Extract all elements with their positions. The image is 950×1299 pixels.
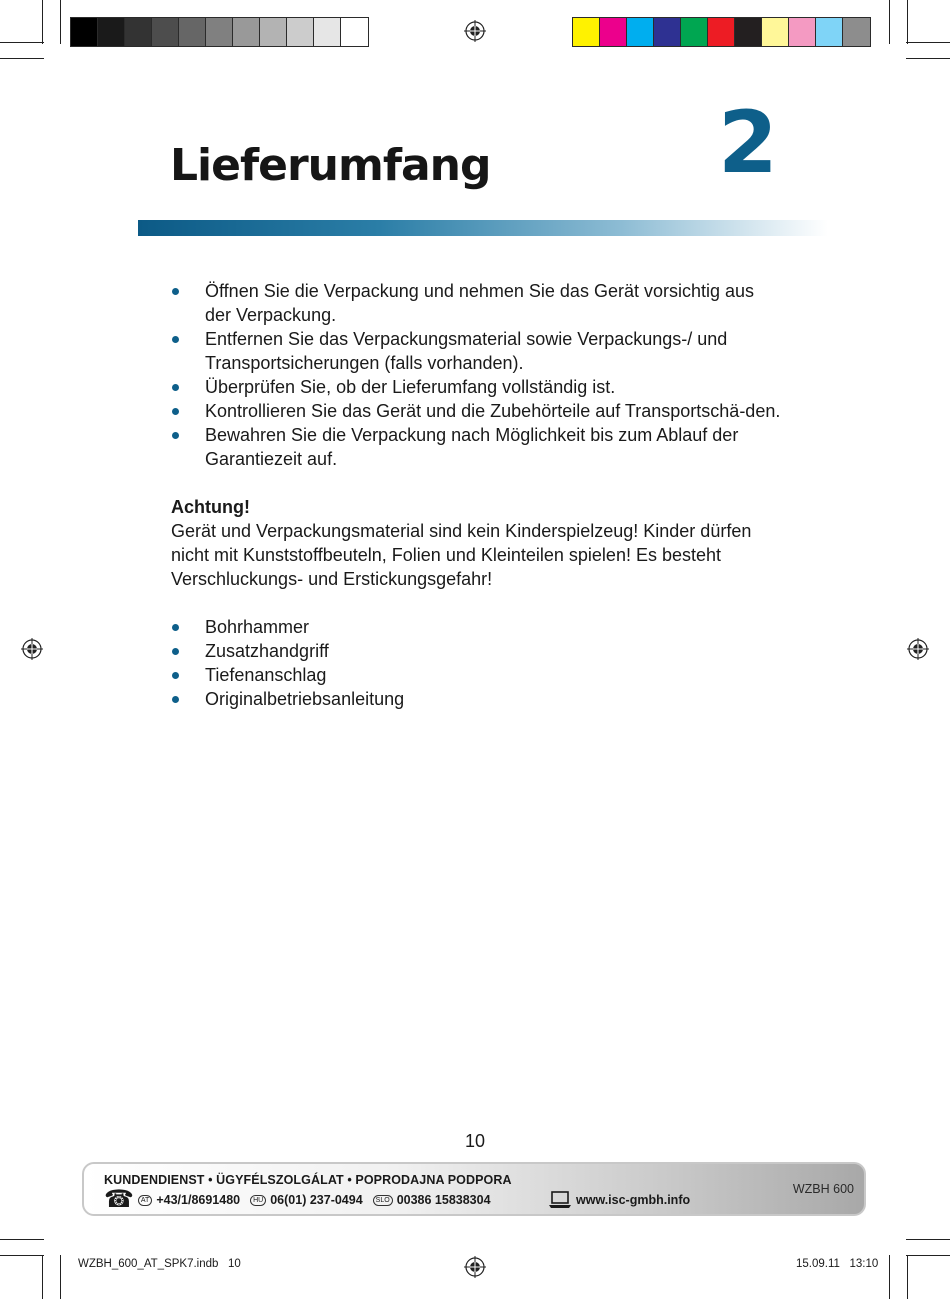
crop-mark — [0, 1255, 44, 1256]
country-badge-at: AT — [138, 1195, 152, 1206]
bullet-icon — [172, 408, 179, 415]
country-badge-slo: SLO — [373, 1195, 393, 1206]
crop-mark — [0, 42, 44, 43]
list-item — [171, 639, 781, 663]
slug-file: WZBH_600_AT_SPK7.indb 10 — [78, 1258, 241, 1270]
color-swatch — [206, 18, 233, 46]
page-number: 10 — [464, 1131, 486, 1151]
phone-line — [104, 1186, 491, 1213]
color-swatch — [654, 18, 681, 46]
step-text: Bewahren Sie die Verpackung nach Möglichkeit bis zum Ablauf der Garantiezeit auf. — [205, 425, 739, 469]
color-swatch — [233, 18, 260, 46]
list-item — [171, 375, 781, 399]
list-item — [171, 615, 781, 639]
contents-item: Zusatzhandgriff — [205, 641, 329, 661]
color-swatch — [125, 18, 152, 46]
list-item — [171, 663, 781, 687]
registration-target-icon — [464, 1256, 486, 1278]
model-label: WZBH 600 — [792, 1182, 854, 1196]
color-swatch — [152, 18, 179, 46]
bullet-icon — [172, 648, 179, 655]
crop-mark — [907, 1255, 908, 1299]
phone-slo: 00386 15838304 — [396, 1193, 491, 1207]
country-badge-hu: HU — [250, 1195, 266, 1206]
crop-mark — [906, 1255, 950, 1256]
phone-at: +43/1/8691480 — [156, 1193, 241, 1207]
list-item — [171, 687, 781, 711]
crop-mark — [889, 1255, 890, 1299]
page-title: Lieferumfang — [170, 140, 491, 191]
grayscale-bar — [70, 17, 369, 47]
phone-hu: 06(01) 237-0494 — [270, 1193, 363, 1207]
bullet-icon — [172, 384, 179, 391]
warning-title: Achtung! — [171, 497, 250, 517]
crop-mark — [889, 0, 890, 44]
registration-target-icon — [907, 638, 929, 660]
crop-mark — [60, 0, 61, 44]
color-swatch — [260, 18, 287, 46]
color-swatch — [762, 18, 789, 46]
color-swatch — [179, 18, 206, 46]
contents-item: Bohrhammer — [205, 617, 310, 637]
bullet-icon — [172, 432, 179, 439]
color-swatch — [71, 18, 98, 46]
color-bar — [572, 17, 871, 47]
crop-mark — [42, 0, 43, 44]
bullet-icon — [172, 336, 179, 343]
registration-target-icon — [21, 638, 43, 660]
main-content — [171, 279, 781, 711]
crop-mark — [906, 42, 950, 43]
color-swatch — [843, 18, 870, 46]
crop-mark — [60, 1255, 61, 1299]
registration-target-icon — [464, 20, 486, 42]
bullet-icon — [172, 624, 179, 631]
list-item — [171, 327, 781, 375]
service-line: KUNDENDIENST • ÜGYFÉLSZOLGÁLAT • POPRODAJNA PODPORA — [104, 1173, 512, 1187]
contents-item: Originalbetriebsanleitung — [205, 689, 405, 709]
crop-mark — [0, 1239, 44, 1240]
chapter-number: 2 — [718, 93, 778, 193]
color-swatch — [789, 18, 816, 46]
color-swatch — [341, 18, 368, 46]
bullet-icon — [172, 696, 179, 703]
color-swatch — [314, 18, 341, 46]
heading-rule — [138, 220, 828, 236]
website-line — [548, 1191, 690, 1209]
warning-text: Gerät und Verpackungsmaterial sind kein Kinderspielzeug! Kinder dürfen nicht mit Kunststoffbeuteln, Folien und Kleinteilen spielen! Es besteht Verschluckungs- und Erstickungsgefahr! — [171, 521, 752, 589]
step-text: Öffnen Sie die Verpackung und nehmen Sie das Gerät vorsichtig aus der Verpackung. — [205, 281, 755, 325]
slug-datetime: 15.09.11 13:10 — [796, 1258, 879, 1270]
crop-mark — [906, 58, 950, 59]
crop-mark — [0, 58, 44, 59]
laptop-icon — [548, 1191, 572, 1209]
phone-icon: ☎ — [104, 1186, 134, 1213]
service-footer — [82, 1162, 866, 1216]
steps-list — [171, 279, 781, 471]
crop-mark — [42, 1255, 43, 1299]
crop-mark — [906, 1239, 950, 1240]
list-item — [171, 423, 781, 471]
crop-mark — [907, 0, 908, 44]
list-item — [171, 279, 781, 327]
color-swatch — [681, 18, 708, 46]
color-swatch — [287, 18, 314, 46]
bullet-icon — [172, 672, 179, 679]
step-text: Überprüfen Sie, ob der Lieferumfang vollständig ist. — [205, 377, 616, 397]
color-swatch — [816, 18, 843, 46]
color-swatch — [600, 18, 627, 46]
color-swatch — [573, 18, 600, 46]
step-text: Entfernen Sie das Verpackungsmaterial sowie Verpackungs-/ und Transportsicherungen (falls vorhanden). — [205, 329, 728, 373]
step-text: Kontrollieren Sie das Gerät und die Zubehörteile auf Transportschä-den. — [205, 401, 781, 421]
list-item — [171, 399, 781, 423]
color-swatch — [735, 18, 762, 46]
contents-list — [171, 615, 781, 711]
website-link[interactable]: www.isc-gmbh.info — [576, 1193, 691, 1207]
contents-item: Tiefenanschlag — [205, 665, 327, 685]
bullet-icon — [172, 288, 179, 295]
color-swatch — [98, 18, 125, 46]
color-swatch — [708, 18, 735, 46]
color-swatch — [627, 18, 654, 46]
